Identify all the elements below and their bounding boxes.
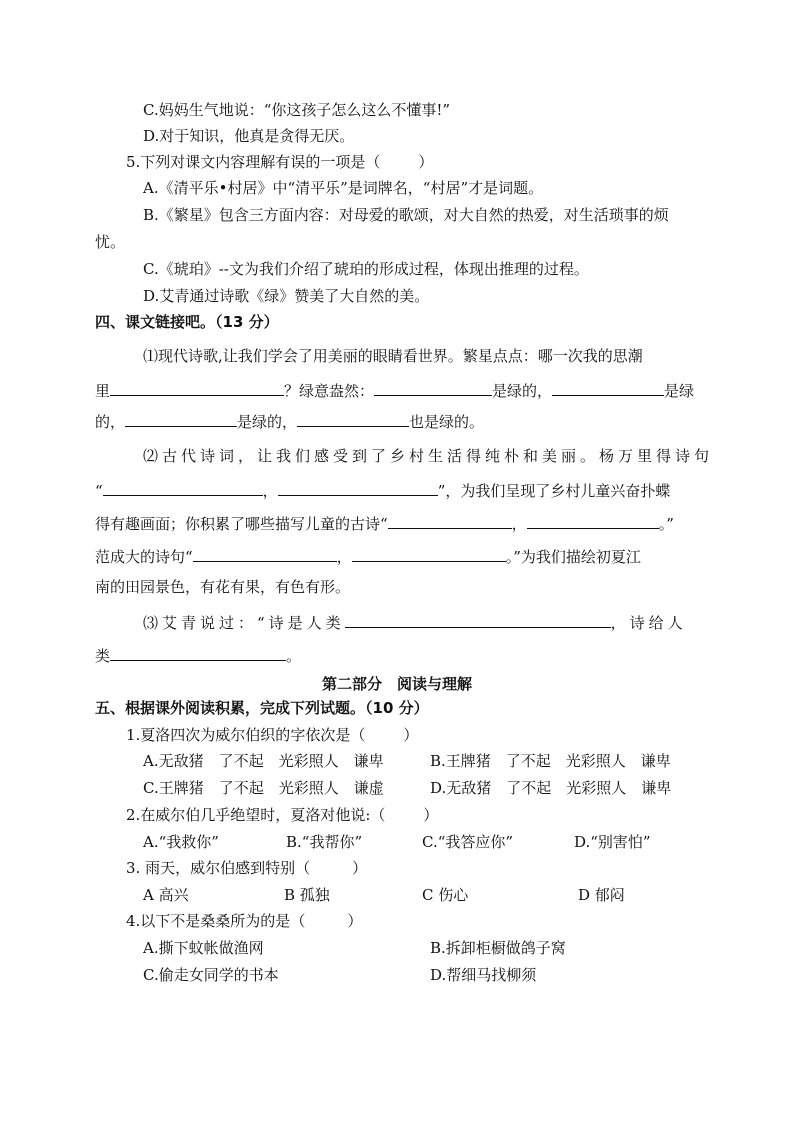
s4-p1-text-c: 是绿的， [492, 382, 553, 400]
q4-option-c: C.偷走女同学的书本 [143, 966, 279, 984]
s4-p1-text-b: ？绿意盎然： [284, 382, 375, 400]
s4-p2-text-f: 。” [658, 515, 674, 533]
q3-option-a: A 高兴 [143, 886, 189, 904]
s4-p3-blank-2[interactable] [110, 645, 286, 661]
s4-p1-blank-5[interactable] [297, 411, 409, 427]
s4-p2-blank-2[interactable] [278, 480, 438, 496]
q4-option-b: B.拆卸柜橱做鸽子窝 [430, 939, 566, 957]
q2-stem [0, 805, 794, 825]
s4-p1-line3 [0, 411, 794, 432]
q2-option-b: B.“我帮你” [286, 833, 363, 851]
s4-p2-line4 [0, 546, 794, 567]
s4-p1-blank-4[interactable] [125, 411, 237, 427]
q4-stem-text: 4.以下不是桑桑所为的是（ [126, 912, 306, 930]
section5-title: 五、根据课外阅读积累，完成下列试题。（10 分） [95, 699, 429, 717]
q1-option-a: A.无敌猪 了不起 光彩照人 谦卑 [143, 752, 384, 770]
s4-p1-text-f: 是绿的， [237, 413, 298, 431]
q3-stem-close: ） [352, 859, 368, 877]
s4-p3-text-c: 类 [95, 647, 111, 665]
q1-stem-text: 1.夏洛四次为威尔伯织的字依次是（ [126, 726, 366, 744]
q4-option-a: A.撕下蚊帐做渔网 [143, 939, 264, 957]
q2-stem-close: ） [423, 806, 439, 824]
q5-option-d: D.艾青通过诗歌《绿》赞美了大自然的美。 [143, 287, 430, 305]
q4-stem [0, 911, 794, 931]
s4-p1-blank-3[interactable] [552, 380, 664, 396]
s4-p2-blank-4[interactable] [527, 513, 659, 529]
q5-stem [0, 152, 794, 172]
section4-title: 四、课文链接吧。（13 分） [95, 313, 279, 331]
s4-p2-text-b: ， [262, 482, 278, 500]
q3-option-d: D 郁闷 [578, 886, 625, 904]
s4-p1-line2 [0, 380, 794, 401]
s4-p2-line2 [0, 480, 794, 501]
q1-option-d: D.无敌猪 了不起 光彩照人 谦卑 [430, 779, 672, 797]
q2-stem-text: 2.在威尔伯几乎绝望时，夏洛对他说:（ [126, 806, 386, 824]
s4-p3-text-d: 。 [286, 647, 302, 665]
q5-option-c: C.《琥珀》--文为我们介绍了琥珀的形成过程，体现出推理的过程。 [143, 260, 589, 278]
s4-p1-text-e: 的， [95, 413, 126, 431]
s4-p2-text-a: “ [95, 482, 103, 500]
s4-p2-line1: ⑵古代诗词，让我们感受到了乡村生活得纯朴和美丽。杨万里得诗句 [143, 447, 714, 465]
s4-p1-text-a: 里 [95, 382, 111, 400]
q5-stem-text: 5.下列对课文内容理解有误的一项是（ [126, 153, 381, 171]
s4-p2-text-h: ， [336, 548, 352, 566]
s4-p1-blank-2[interactable] [374, 380, 492, 396]
s4-p1-line1: ⑴现代诗歌,让我们学会了用美丽的眼睛看世界。繁星点点：哪一次我的思潮 [143, 347, 643, 365]
s4-p2-text-d: 得有趣画面；你积累了哪些描写儿童的古诗“ [95, 515, 388, 533]
q2-option-a: A.“我救你” [143, 833, 219, 851]
s4-p2-text-e: ， [511, 515, 527, 533]
q2-option-c: C.“我答应你” [422, 833, 514, 851]
q5-stem-close: ） [418, 153, 434, 171]
q5-option-b-line1: B.《繁星》包含三方面内容：对母爱的歌颂，对大自然的热爱，对生活琐事的烦 [143, 206, 669, 224]
s4-p2-text-c: ”，为我们呈现了乡村儿童兴奋扑蝶 [437, 482, 671, 500]
q3-stem-text: 3. 雨天，威尔伯感到特别（ [126, 859, 311, 877]
q4-option-c: C.妈妈生气地说：“你这孩子怎么这么不懂事!” [143, 101, 451, 119]
q1-stem-close: ） [403, 726, 419, 744]
q3-option-c: C 伤心 [422, 886, 469, 904]
q5-option-b-line2: 忧。 [95, 233, 126, 251]
s4-p2-line3 [0, 513, 794, 534]
s4-p1-blank-1[interactable] [110, 380, 284, 396]
s4-p3-line2 [0, 645, 794, 666]
q2-option-d: D.“别害怕” [574, 833, 651, 851]
part2-title: 第二部分 阅读与理解 [321, 675, 472, 693]
q5-option-a: A.《清平乐•村居》中“清平乐”是词牌名，“村居”才是词题。 [143, 179, 544, 197]
s4-p2-blank-6[interactable] [352, 546, 506, 562]
q1-option-b: B.王牌猪 了不起 光彩照人 谦卑 [430, 752, 671, 770]
s4-p2-text-g: 范成大的诗句“ [95, 548, 193, 566]
s4-p2-text-i: 。”为我们描绘初夏江 [505, 548, 641, 566]
s4-p2-blank-1[interactable] [103, 480, 263, 496]
q1-stem [0, 725, 794, 745]
s4-p3-text-b: ，诗给人 [610, 614, 687, 632]
q1-option-c: C.王牌猪 了不起 光彩照人 谦虚 [143, 779, 384, 797]
s4-p2-blank-3[interactable] [388, 513, 512, 529]
s4-p1-text-d: 是绿 [664, 382, 695, 400]
q4-stem-close: ） [347, 912, 363, 930]
s4-p3-line1 [0, 612, 794, 633]
q4-option-d: D.帮细马找柳须 [430, 966, 537, 984]
q3-stem [0, 858, 794, 878]
s4-p2-line5: 南的田园景色，有花有果，有色有形。 [95, 578, 351, 596]
s4-p1-text-g: 也是绿的。 [409, 413, 485, 431]
s4-p3-blank-1[interactable] [345, 612, 611, 628]
s4-p3-text-a: ⑶艾青说过：“诗是人类 [143, 614, 345, 632]
q4-option-d: D.对于知识，他真是贪得无厌。 [143, 127, 355, 145]
s4-p2-blank-5[interactable] [193, 546, 337, 562]
q3-option-b: B 孤独 [284, 886, 330, 904]
